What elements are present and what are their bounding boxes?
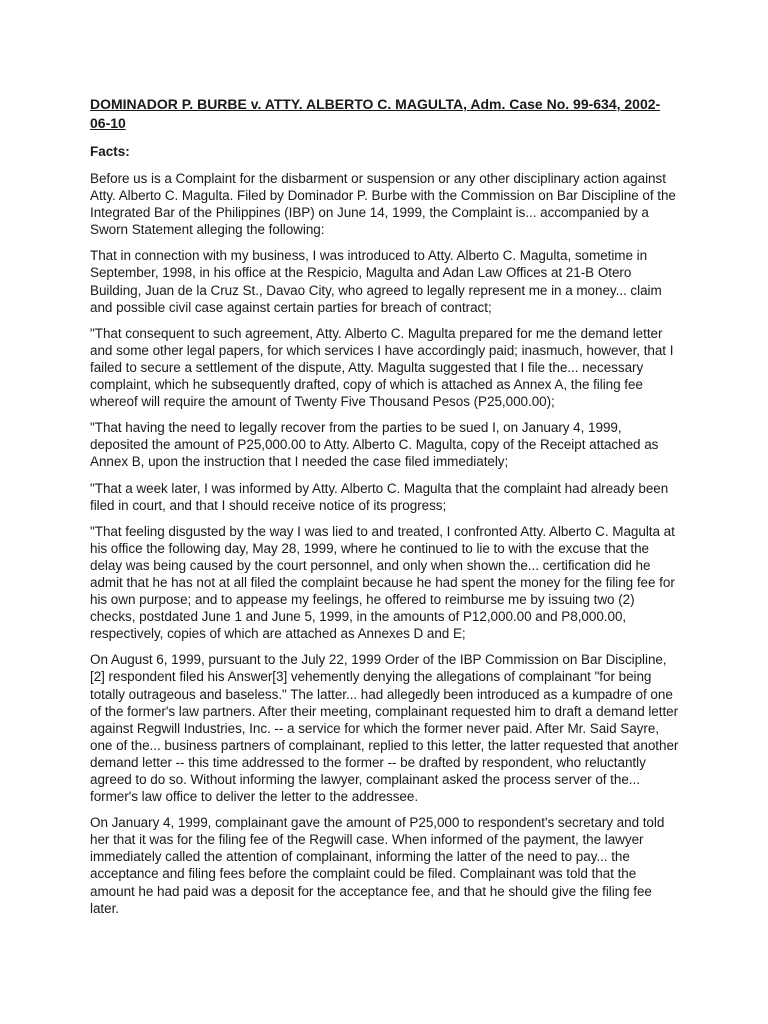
paragraph-confrontation: "That feeling disgusted by the way I was lied to and treated, I confronted Atty. Alberto C. Magulta at his office the following day, May 28, 1999, where he continued to lie to with the excuse that the delay was being caused by the court personnel, and only when shown the... certification did he admit that he has not at all filed the complaint because he had spent the money for the filing fee for his own purpose; and to appease my feelings, he offered to reimburse me by issuing two (2) checks, postdated June 1 and June 5, 1999, in the amounts of P12,000.00 and P8,000.00, respectively, copies of which are attached as Annexes D and E;	[90, 523, 675, 642]
paragraph-demand-letter: "That consequent to such agreement, Atty. Alberto C. Magulta prepared for me the demand letter and some other legal papers, for which services I have accordingly paid; inasmuch, however, that I failed to secure a settlement of the dispute, Atty. Magulta suggested that I file the... necessary complaint, which he subsequently drafted, copy of which is attached as Annex A, the filing fee whereof will require the amount of Twenty Five Thousand Pesos (P25,000.00);	[90, 325, 674, 410]
case-title: DOMINADOR P. BURBE v. ATTY. ALBERTO C. MAGULTA, Adm. Case No. 99-634, 2002-06-10	[90, 96, 661, 131]
document-page	[90, 95, 680, 926]
facts-heading: Facts:	[90, 144, 130, 159]
paragraph-informed-filed: "That a week later, I was informed by Atty. Alberto C. Magulta that the complaint had already been filed in court, and that I should receive notice of its progress;	[90, 480, 669, 513]
paragraph-payment: On January 4, 1999, complainant gave the amount of P25,000 to respondent's secretary and told her that it was for the filing fee of the Regwill case. When informed of the payment, the lawyer immediately called the attention of complainant, informing the latter of the need to pay... the acceptance and filing fees before the complaint could be filed. Complainant was told that the amount he had paid was a deposit for the acceptance fee, and that he should give the filing fee later.	[90, 815, 665, 916]
paragraph-deposit: "That having the need to legally recover from the parties to be sued I, on January 4, 1999, deposited the amount of P25,000.00 to Atty. Alberto C. Magulta, copy of the Receipt attached as Annex B, upon the instruction that I needed the case filed immediately;	[90, 420, 659, 470]
paragraph-complaint-intro: Before us is a Complaint for the disbarment or suspension or any other disciplinary action against Atty. Alberto C. Magulta. Filed by Dominador P. Burbe with the Commission on Bar Discipline of the Integrated Bar of the Philippines (IBP) on June 14, 1999, the Complaint is... accompanied by a Sworn Statement alleging the following:	[90, 171, 676, 238]
paragraph-introduction-to-lawyer: That in connection with my business, I was introduced to Atty. Alberto C. Magulta, sometime in September, 1998, in his office at the Respicio, Magulta and Adan Law Offices at 21-B Otero Building, Juan de la Cruz St., Davao City, who agreed to legally represent me in a money... claim and possible civil case against certain parties for breach of contract;	[90, 248, 662, 315]
paragraph-answer: On August 6, 1999, pursuant to the July 22, 1999 Order of the IBP Commission on Bar Discipline,[2] respondent filed his Answer[3] vehemently denying the allegations of complainant "for being totally outrageous and baseless." The latter... had allegedly been introduced as a kumpadre of one of the former's law partners. After their meeting, complainant requested him to draft a demand letter against Regwill Industries, Inc. -- a service for which the former never paid. After Mr. Said Sayre, one of the... business partners of complainant, replied to this letter, the latter requested that another demand letter -- this time addressed to the former -- be drafted by respondent, who reluctantly agreed to do so. Without informing the lawyer, complainant asked the process server of the... former's law office to deliver the letter to the addressee.	[90, 652, 679, 805]
